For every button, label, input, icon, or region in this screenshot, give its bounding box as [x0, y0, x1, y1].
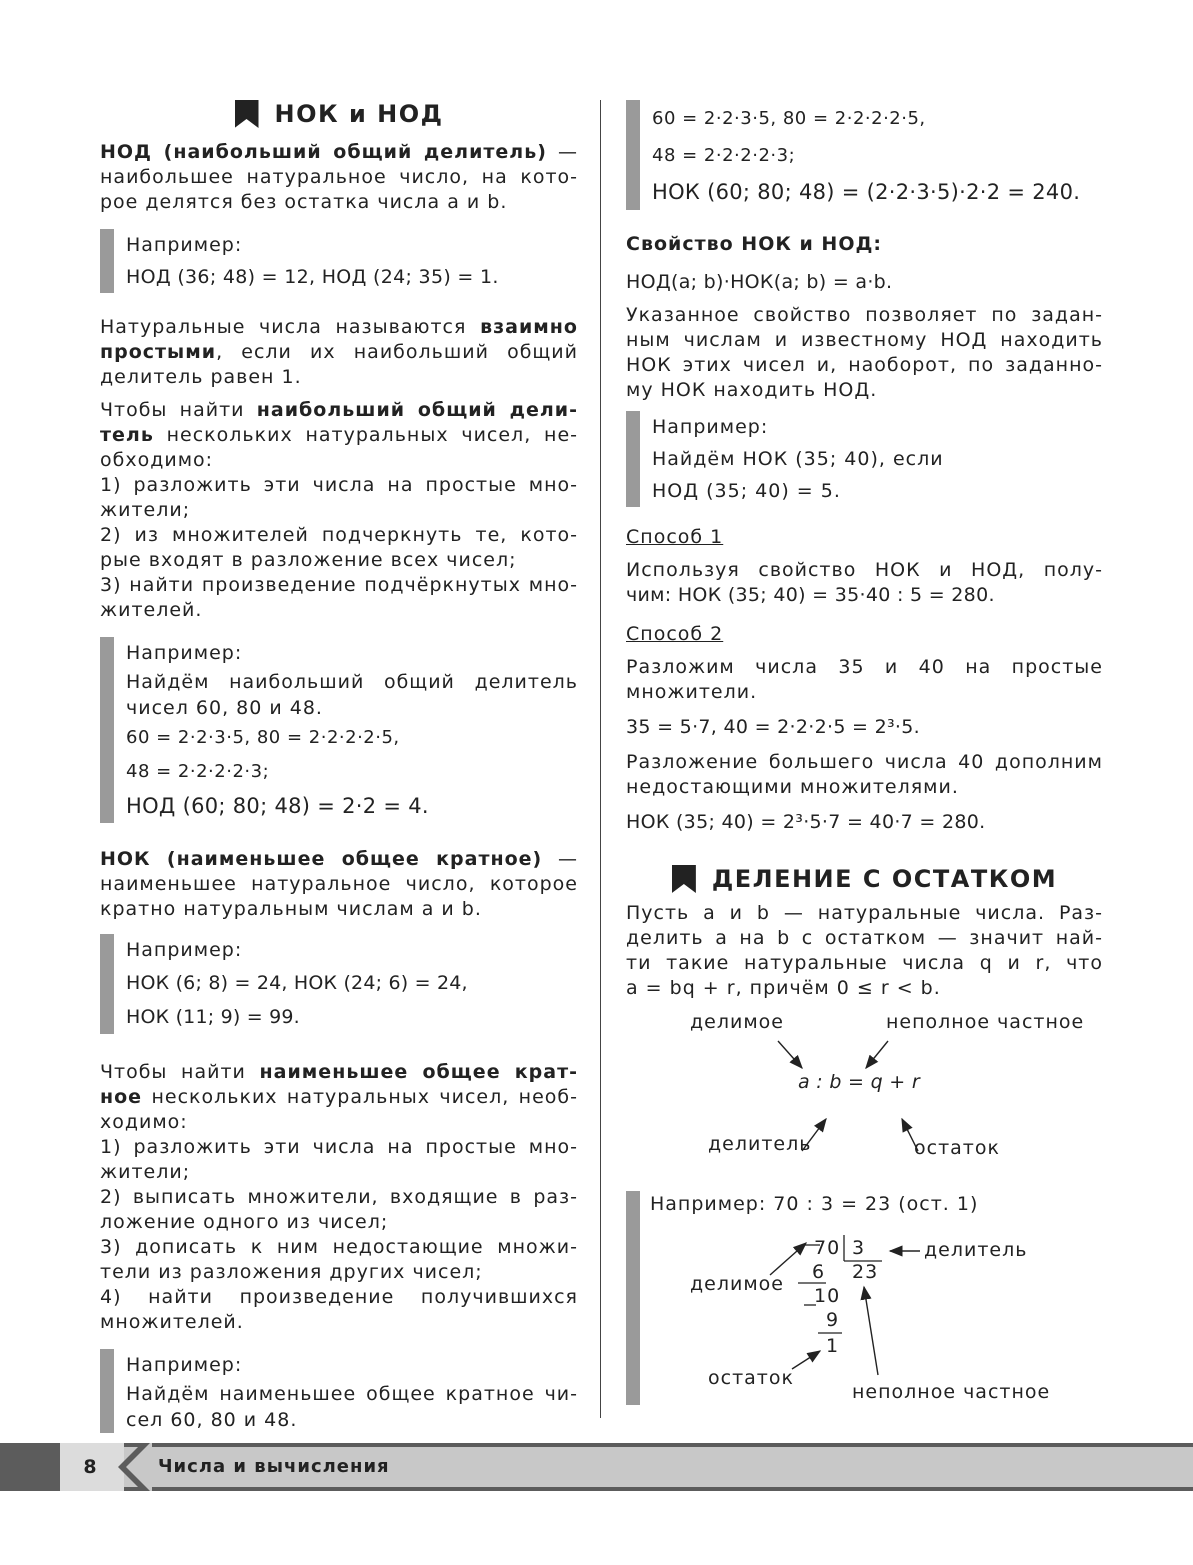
division-text: Пусть a и b — натуральные числа. Раз- делить a на b с остатком — значит най- ти такие натуральные числа q и r, что a = bq + r, причём 0 ≤ r < b. [626, 902, 1103, 999]
example-nok-continued: 60 = 2·2·3·5, 80 = 2·2·2·2·5, 48 = 2·2·2·2·3; НОК (60; 80; 48) = (2·2·3·5)·2·2 = 240. [626, 100, 1103, 210]
way2-text: Разложим числа 35 и 40 на простые множители. 35 = 5·7, 40 = 2·2·2·5 = 2³·5. Разложение большего числа 40 дополним недостающими множителями. НОК (35; 40) = 2³·5·7 = 40·7 = 280. [626, 656, 1103, 833]
label-dividend: делимое [690, 1011, 784, 1033]
nod-algorithm: Чтобы найти наибольший общий дели- тель нескольких натуральных чисел, не- обходимо: 1) разложить эти числа на простые мно- жители; 2) из множителей подчеркнуть те, кото- рые входят в разложение всех чисел; 3) найти произведение подчёркнутых мно- жителей. [100, 399, 578, 621]
bookmark-icon [235, 100, 259, 128]
long-division-example [626, 1191, 1103, 1405]
division-formula: a : b = q + r [798, 1071, 920, 1093]
page-number: 8 [60, 1443, 124, 1491]
digit-6: 6 [812, 1261, 826, 1283]
nok-algorithm: Чтобы найти наименьшее общее крат- ное нескольких натуральных чисел, необ- ходимо: 1) разложить эти числа на простые мно- жители; 2) выписать множители, входящие в раз- ложение одного из чисел; 3) дописать к ним недостающие множи- тели из разложения других чисел; 4) найти произведение получившихся множителей. [100, 1061, 578, 1333]
property-title: Свойство НОК и НОД: [626, 233, 882, 255]
example-nok-60-80-48: Например: Найдём наименьшее общее кратное чи- сел 60, 80 и 48. [100, 1349, 578, 1433]
label-quotient: неполное частное [852, 1381, 1051, 1403]
digit-3: 3 [852, 1237, 866, 1259]
property-text: Указанное свойство позволяет по задан- ным числам и известному НОД находить НОК этих чисел и, наоборот, по заданно- му НОК находить НОД. [626, 304, 1103, 401]
nok-definition: НОК (наименьшее общее кратное) — наименьшее натуральное число, которое кратно натуральным числам a и b. [100, 848, 578, 920]
example-nod: Например: НОД (36; 48) = 12, НОД (24; 35) = 1. [100, 229, 578, 293]
nod-definition: НОД (наибольший общий делитель) — наибольшее натуральное число, на кото- рое делятся без остатка числа a и b. [100, 141, 578, 213]
left-column [100, 96, 578, 1445]
example-nok: Например: НОК (6; 8) = 24, НОК (24; 6) = 24, НОК (11; 9) = 99. [100, 934, 578, 1034]
example-label: Например: 70 : 3 = 23 (ост. 1) [650, 1193, 979, 1215]
label-remainder: остаток [708, 1367, 794, 1389]
way1-title: Способ 1 [626, 526, 724, 548]
digit-10: 10 [814, 1285, 841, 1307]
section-title-division: ДЕЛЕНИЕ С ОСТАТКОМ [626, 861, 1103, 897]
way1-text: Используя свойство НОК и НОД, полу- чим: НОК (35; 40) = 35·40 : 5 = 280. [626, 559, 1103, 606]
right-column [626, 96, 1103, 1405]
example-nod-60-80-48: Например: Найдём наибольший общий делитель чисел 60, 80 и 48. 60 = 2·2·3·5, 80 = 2·2·2·2·5, 48 = 2·2·2·2·3; НОД (60; 80; 48) = 2·2 = 4. [100, 637, 578, 823]
section-title-nok-nod: НОК и НОД [100, 96, 578, 132]
way2-title: Способ 2 [626, 623, 724, 645]
column-divider [600, 100, 601, 1418]
footer-dark-block [0, 1443, 60, 1491]
diagram-arrows [626, 1011, 1103, 1181]
division-diagram [626, 1011, 1103, 1181]
label-divisor: делитель [708, 1133, 812, 1155]
footer-title: Числа и вычисления [158, 1456, 390, 1477]
label-divisor: делитель [924, 1239, 1028, 1261]
digit-9: 9 [826, 1309, 840, 1331]
label-dividend: делимое [690, 1273, 784, 1295]
label-quotient: неполное частное [886, 1011, 1085, 1033]
coprime-definition: Натуральные числа называются взаимно простыми, если их наибольший общий делитель равен 1. [100, 316, 578, 388]
example-35-40: Например: Найдём НОК (35; 40), если НОД (35; 40) = 5. [626, 411, 1103, 507]
digit-70: 70 [814, 1237, 841, 1259]
digit-1: 1 [826, 1335, 840, 1357]
page-footer [0, 1443, 1193, 1491]
chevron-left-icon [112, 1443, 152, 1491]
property-formula: НОД(a; b)·НОК(a; b) = a·b. [626, 271, 893, 293]
bookmark-icon [672, 865, 696, 893]
label-remainder: остаток [914, 1137, 1000, 1159]
digit-23: 23 [852, 1261, 879, 1283]
